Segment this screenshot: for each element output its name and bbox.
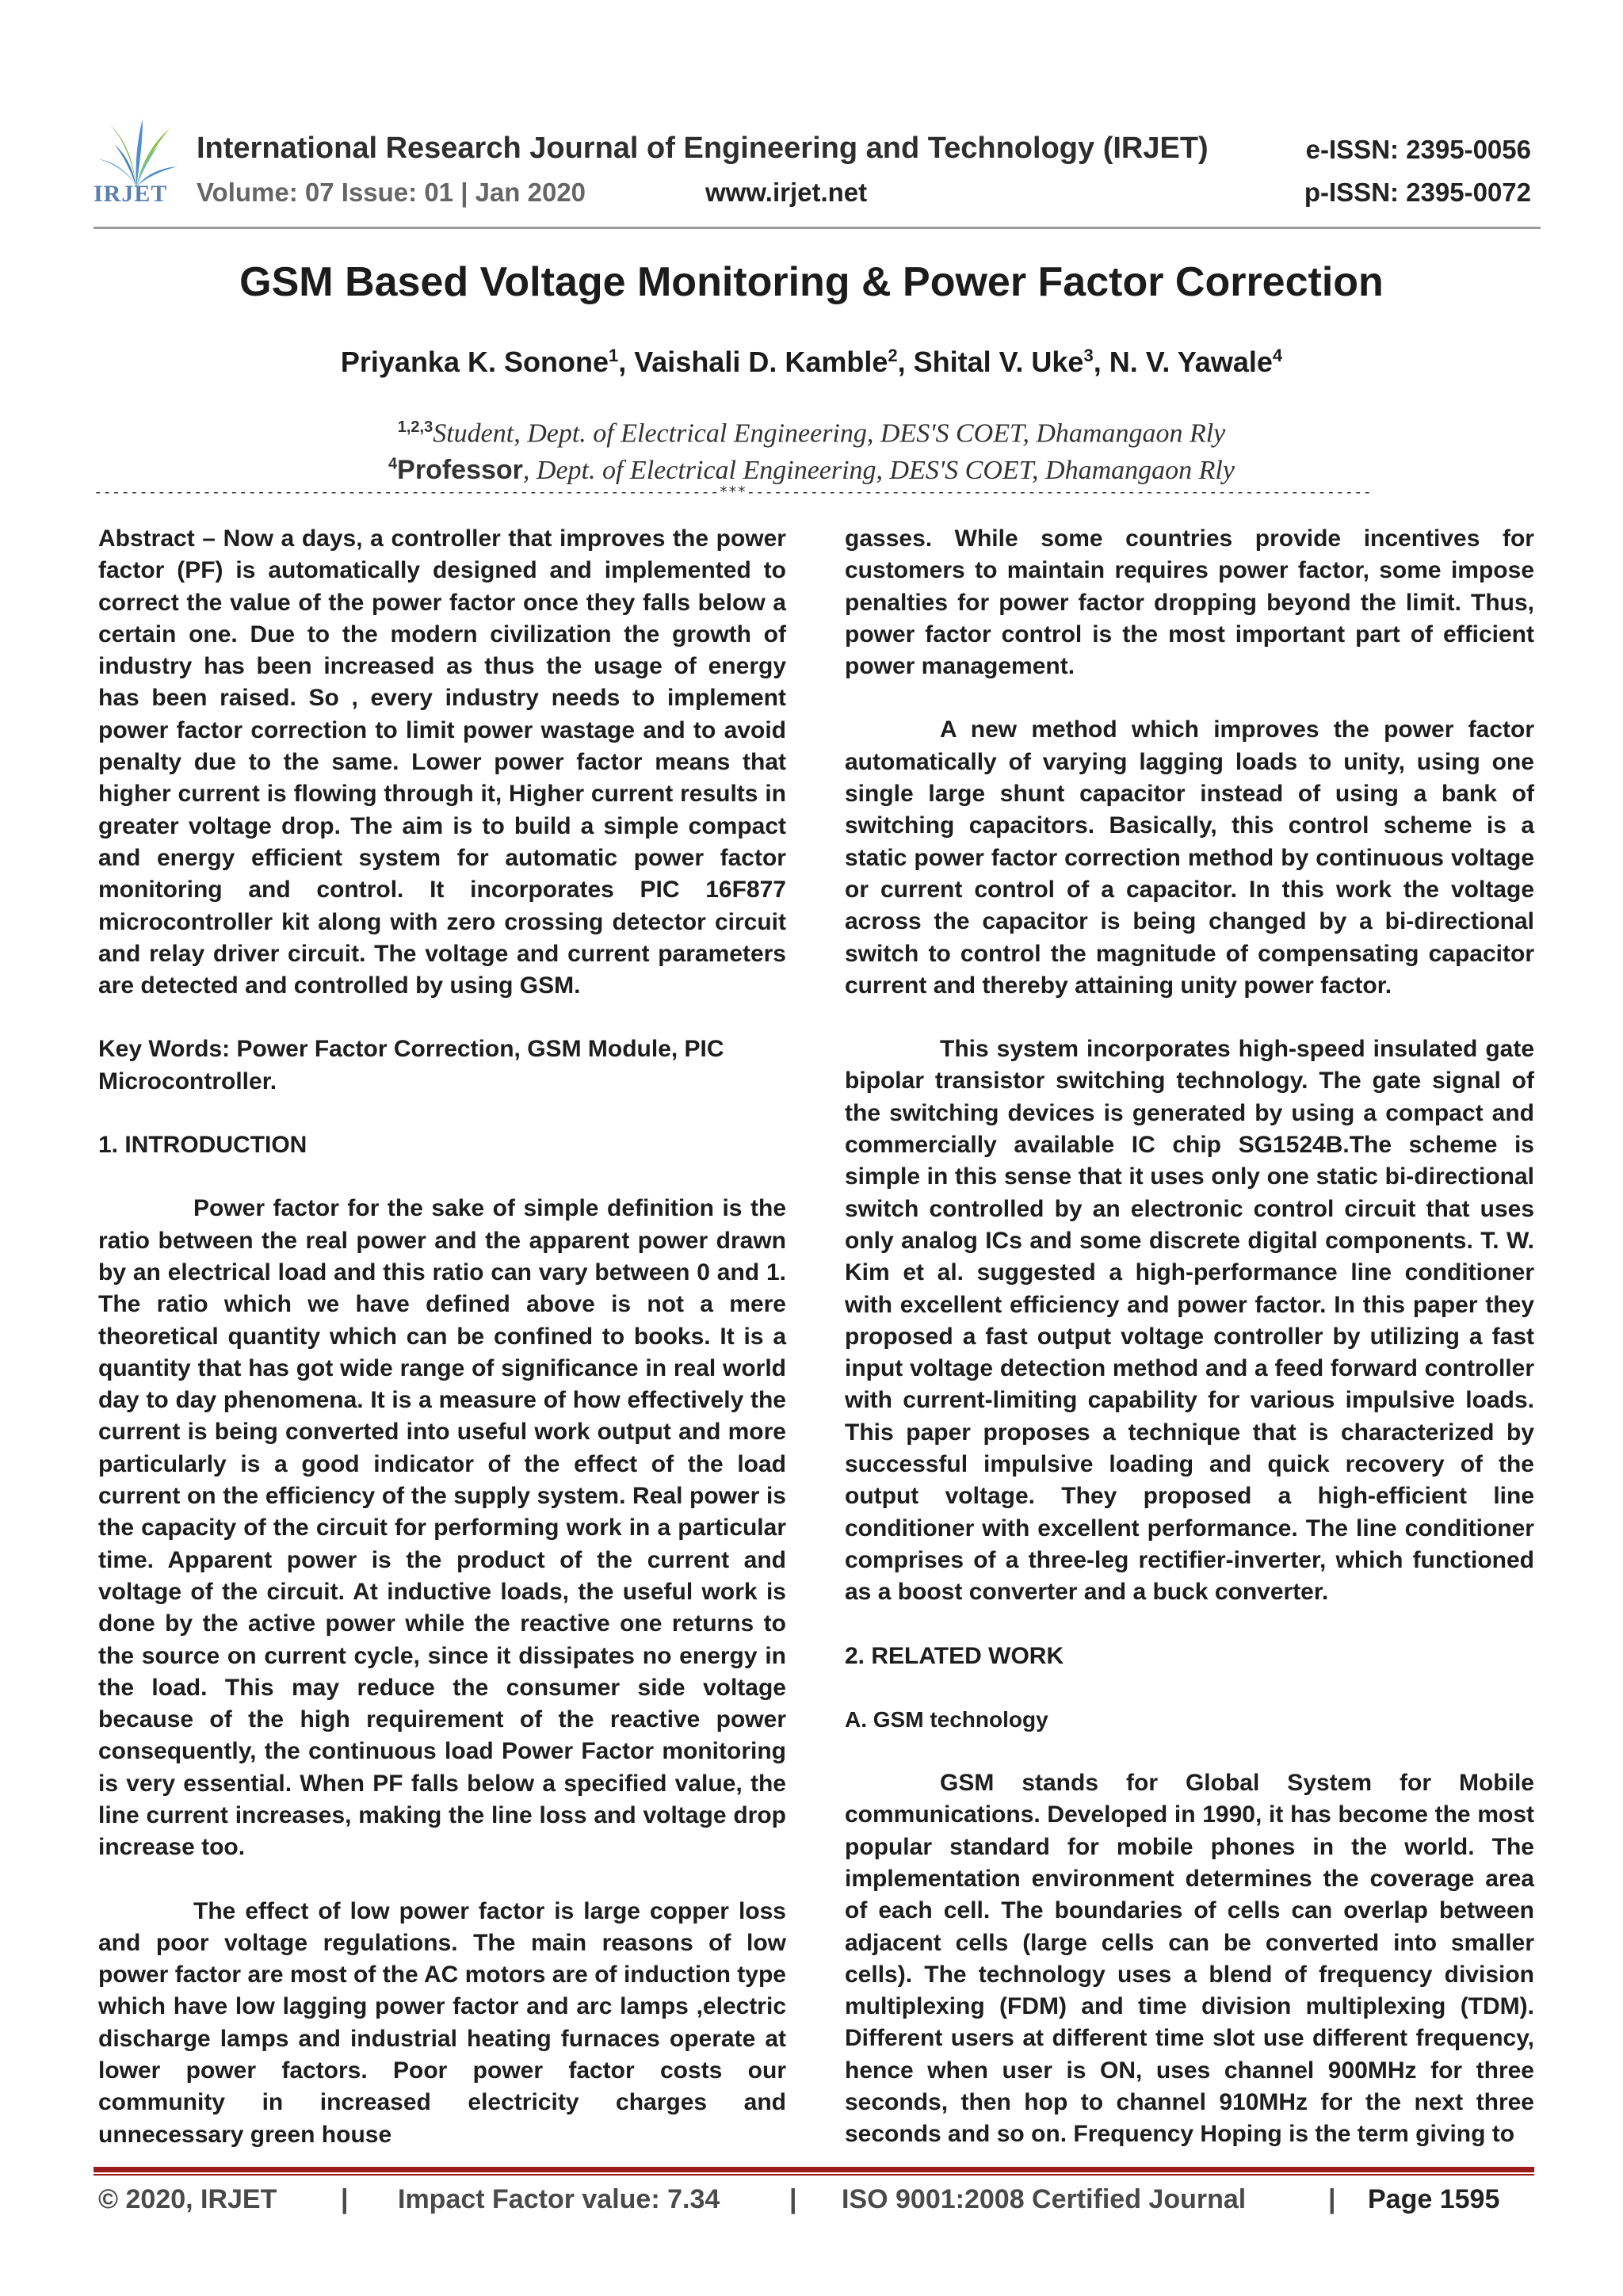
author-sup: 2 <box>888 346 898 365</box>
footer-impact-factor: Impact Factor value: 7.34 <box>398 2184 720 2214</box>
author-comma: , <box>897 346 914 378</box>
keywords-text: : Power Factor Correction, GSM Module, PIC Microcontroller. <box>98 1036 724 1095</box>
journal-website-link[interactable]: www.irjet.net <box>705 178 868 207</box>
abstract: Abstract – Now a days, a controller that improves the power factor (PF) is automatically designed and implemented to correct the value of the power factor once they falls below a certain one. Due to the modern civilization the growth of industry has been increased as thus the usage of energy has been raised. So , every industry needs to implement power factor correction to limit power wastage and to avoid penalty due to the same. Lower power factor means that higher current is flowing through it, Higher current results in greater voltage drop. The aim is to build a simple compact and energy efficient system for automatic power factor monitoring and control. It incorporates PIC 16F877 microcontroller kit along with zero crossing detector circuit and relay driver circuit. The voltage and current parameters are detected and controlled by using GSM. <box>98 525 786 999</box>
section-heading-introduction: 1. INTRODUCTION <box>98 1132 307 1159</box>
section-heading-related-work: 2. RELATED WORK <box>845 1642 1064 1669</box>
p-issn: p-ISSN: 2395-0072 <box>1304 178 1531 207</box>
e-issn: e-ISSN: 2395-0056 <box>1305 135 1531 164</box>
footer-separator: | <box>789 2184 797 2214</box>
affiliation-sup: 1,2,3 <box>397 418 433 436</box>
paragraph-continued: gasses. While some countries provide incentives for customers to maintain requires power factor, some impose penalties for power factor dropping beyond the limit. Thus, power factor control is the most important part of efficient power management. <box>845 525 1534 680</box>
intro-paragraph-1: Power factor for the sake of simple definition is the ratio between the real power and the apparent power drawn by an electrical load and this ratio can vary between 0 and 1. The ratio which we have defined above is not a mere theoretical quantity which can be confined to books. It is a quantity that has got wide range of significance in real world day to day phenomena. It is a measure of how effectively the current is being converted into useful work output and more particularly is a good indicator of the effect of the load current on the efficiency of the supply system. Real power is the capacity of the circuit for performing work in a particular time. Apparent power is the product of the current and voltage of the circuit. At inductive loads, the useful work is done by the active power while the reactive one returns to the source on current cycle, since it dissipates no energy in the load. This may reduce the consumer side voltage because of the high requirement of the reactive power consequently, the continuous load Power Factor monitoring is very essential. When PF falls below a specified value, the line current increases, making the line loss and voltage drop increase too. <box>98 1195 786 1861</box>
section-separator: ---------------------------------------------------------------------***--------------------------------------------------------------------- <box>94 483 1372 501</box>
affiliation-sup: 4 <box>388 455 398 473</box>
keywords-label: Key Words <box>98 1036 223 1063</box>
author-name: Shital V. Uke <box>913 346 1084 378</box>
paper-title: GSM Based Voltage Monitoring & Power Factor Correction <box>239 259 1384 305</box>
paragraph-new-method: A new method which improves the power factor automatically of varying lagging loads to unity, using one single large shunt capacitor instead of using a bank of switching capacitors. Basically, this control scheme is a static power factor correction method by continuous voltage or current control of a capacitor. In this work the voltage across the capacitor is being changed by a bi-directional switch to control the magnitude of compensating capacitor current and thereby attaining unity power factor. <box>845 716 1534 999</box>
author-sup: 3 <box>1083 346 1094 365</box>
footer-rule-thick <box>94 2167 1534 2172</box>
affiliation-professor <box>0 455 1623 486</box>
footer-iso: ISO 9001:2008 Certified Journal <box>842 2184 1247 2214</box>
footer-copyright: © 2020, IRJET <box>98 2184 277 2214</box>
author-name: Priyanka K. Sonone <box>340 346 609 378</box>
subsection-heading-gsm: A. GSM technology <box>845 1706 1048 1732</box>
footer-separator: | <box>341 2184 349 2214</box>
keywords <box>98 1033 786 1098</box>
affiliation-role: Professor <box>397 455 523 485</box>
author-list <box>0 346 1623 379</box>
affiliation-text: , Dept. of Electrical Engineering, DES'S COET, Dhamangaon Rly <box>522 456 1235 485</box>
footer-page-number: Page 1595 <box>1368 2184 1500 2214</box>
author-sup: 4 <box>1272 346 1283 365</box>
journal-name: International Research Journal of Engineering and Technology (IRJET) <box>197 132 1209 165</box>
author-comma: , <box>1093 346 1109 378</box>
paragraph-igbt: This system incorporates high-speed insulated gate bipolar transistor switching technology. The gate signal of the switching devices is generated by using a compact and commercially available IC chip SG1524B.The scheme is simple in this sense that it uses only one static bi-directional switch controlled by an electronic control circuit that uses only analog ICs and some discrete digital components. T. W. Kim et al. suggested a high-performance line conditioner with excellent efficiency and power factor. In this paper they proposed a fast output voltage controller by utilizing a fast input voltage detection method and a feed forward controller with current-limiting capability for various impulsive loads. This paper proposes a technique that is characterized by successful impulsive loading and quick recovery of the output voltage. They proposed a high-efficient line conditioner with excellent performance. The line conditioner comprises of a three-leg rectifier-inverter, which functioned as a boost converter and a buck converter. <box>845 1036 1534 1606</box>
affiliation-students <box>0 418 1623 449</box>
left-column <box>98 523 786 2151</box>
paragraph-gsm: GSM stands for Global System for Mobile communications. Developed in 1990, it has become the most popular standard for mobile phones in the world. The implementation environment determines the coverage area of each cell. The boundaries of cells can overlap between adjacent cells (large cells can be converted into smaller cells). The technology uses a blend of frequency division multiplexing (FDM) and time division multiplexing (TDM). Different users at different time slot use different frequency, hence when user is ON, uses channel 900MHz for three seconds, then hop to channel 910MHz for the next three seconds and so on. Frequency Hoping is the term giving to <box>845 1770 1534 2148</box>
volume-issue: Volume: 07 Issue: 01 | Jan 2020 <box>197 178 586 207</box>
header-divider <box>94 227 1541 229</box>
author-comma: , <box>618 346 635 378</box>
logo-text: IRJET <box>94 181 168 207</box>
author-sup: 1 <box>608 346 619 365</box>
author-name: Vaishali D. Kamble <box>634 346 888 378</box>
author-name: N. V. Yawale <box>1109 346 1273 378</box>
footer-rule-thin <box>94 2174 1534 2176</box>
right-column <box>845 523 1534 2151</box>
intro-paragraph-2: The effect of low power factor is large copper loss and poor voltage regulations. The main reasons of low power factor are most of the AC motors are of induction type which have low lagging power factor and arc lamps ,electric discharge lamps and industrial heating furnaces operate at lower power factors. Poor power factor costs our community in increased electricity charges and unnecessary green house <box>98 1897 786 2148</box>
affiliation-text: Student, Dept. of Electrical Engineering, DES'S COET, Dhamangaon Rly <box>433 418 1226 449</box>
footer-separator: | <box>1328 2184 1336 2214</box>
